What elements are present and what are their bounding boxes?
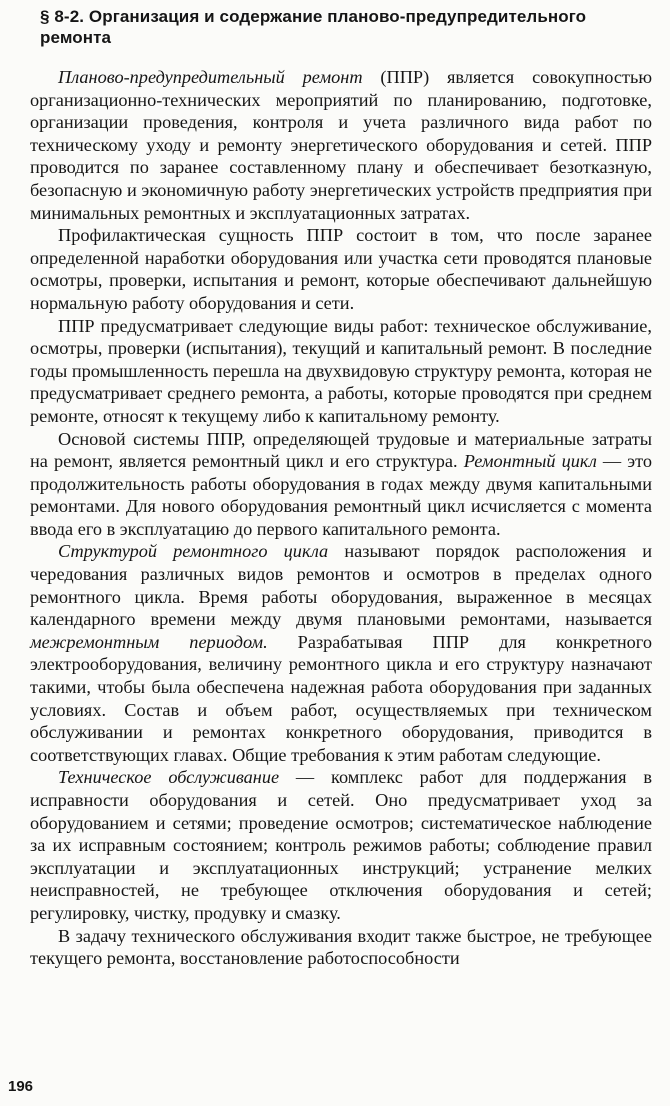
paragraph-text: Разрабатывая ППР для конкретного электрооборудования, величину ремонтного цикла и его структуру назначают такими, чтобы была обеспечена надежная работа оборудования при заданных условиях. Состав и объем работ, осуществляемых при техническом обслуживании и ремонтах конкретного оборудования, приводится в соответствующих главах. Общие требования к этим работам следующие.	[30, 631, 652, 765]
page-body	[30, 6, 652, 970]
term-maintenance: Техническое обслуживание	[58, 767, 280, 788]
paragraph-work-types	[30, 315, 652, 428]
paragraph-text: В задачу технического обслуживания входит также быстрое, не требующее текущего ремонта, восстановление работоспособности	[30, 925, 652, 969]
paragraph-cycle-structure	[30, 540, 652, 766]
paragraph-text: — комплекс работ для поддержания в исправности оборудования и сетей. Оно предусматривает уход за оборудованием и сетями; проведение осмотров; систематическое наблюдение за их исправным состоянием; контроль режимов работы; соблюдение правил эксплуатации и эксплуатационных инструкций; устранение мелких неисправностей, не требующее отключения оборудования и сетей; регулировку, чистку, продувку и смазку.	[30, 767, 652, 923]
term-interrepair-period: межремонтным периодом.	[30, 631, 268, 652]
term-ppr: Планово-предупредительный ремонт	[58, 67, 363, 87]
section-heading: § 8-2. Организация и содержание планово-предупредительного ремонта	[40, 7, 587, 47]
paragraph-text: Профилактическая сущность ППР состоит в том, что после заранее определенной наработки оборудования или участка сети проводятся плановые осмотры, проверки, испытания и ремонт, которые обеспечивают дальнейшую нормальную работу оборудования и сети.	[30, 225, 652, 313]
term-cycle-structure: Структурой ремонтного цикла	[58, 541, 329, 562]
paragraph-text: ППР предусматривает следующие виды работ: техническое обслуживание, осмотры, проверки (испытания), текущий и капитальный ремонт. В последние годы промышленность перешла на двухвидовую структуру ремонта, которая не предусматривает среднего ремонта, а работы, которые проводятся при среднем ремонте, относят к текущему либо к капитальному ремонту.	[30, 315, 652, 426]
paragraph-preventive-essence	[30, 224, 652, 314]
paragraph-text: (ППР) является совокупностью организационно-технических мероприятий по планированию, подготовке, организации проведения, контроля и учета различного вида работ по техническому уходу и ремонту энергетического оборудования и сетей. ППР проводится по заранее составленному плану и обеспечивает безотказную, безопасную и экономичную работу энергетических устройств предприятия при минимальных ремонтных и эксплуатационных затратах.	[30, 67, 652, 223]
paragraph-text: Основой системы ППР, определяющей трудовые и материальные затраты на ремонт, является ремонтный цикл и его структура.	[30, 428, 652, 472]
paragraph-text: называют порядок расположения и чередования различных видов ремонтов и осмотров в пределах одного ремонтного цикла. Время работы оборудования, выраженное в месяцах календарного времени между двумя плановыми ремонтами, называется	[30, 541, 652, 630]
paragraph-repair-cycle	[30, 428, 652, 541]
page-number: 196	[8, 1078, 34, 1095]
paragraph-text: — это продолжительность работы оборудования в годах между двумя капитальными ремонтами. Для нового оборудования ремонтный цикл исчисляется с момента ввода его в эксплуатацию до первого капитального ремонта.	[30, 451, 653, 539]
paragraph-maintenance-task	[30, 925, 652, 970]
paragraph-maintenance	[30, 766, 652, 924]
term-repair-cycle: Ремонтный цикл	[463, 451, 597, 472]
paragraph-ppr-definition	[30, 66, 652, 224]
